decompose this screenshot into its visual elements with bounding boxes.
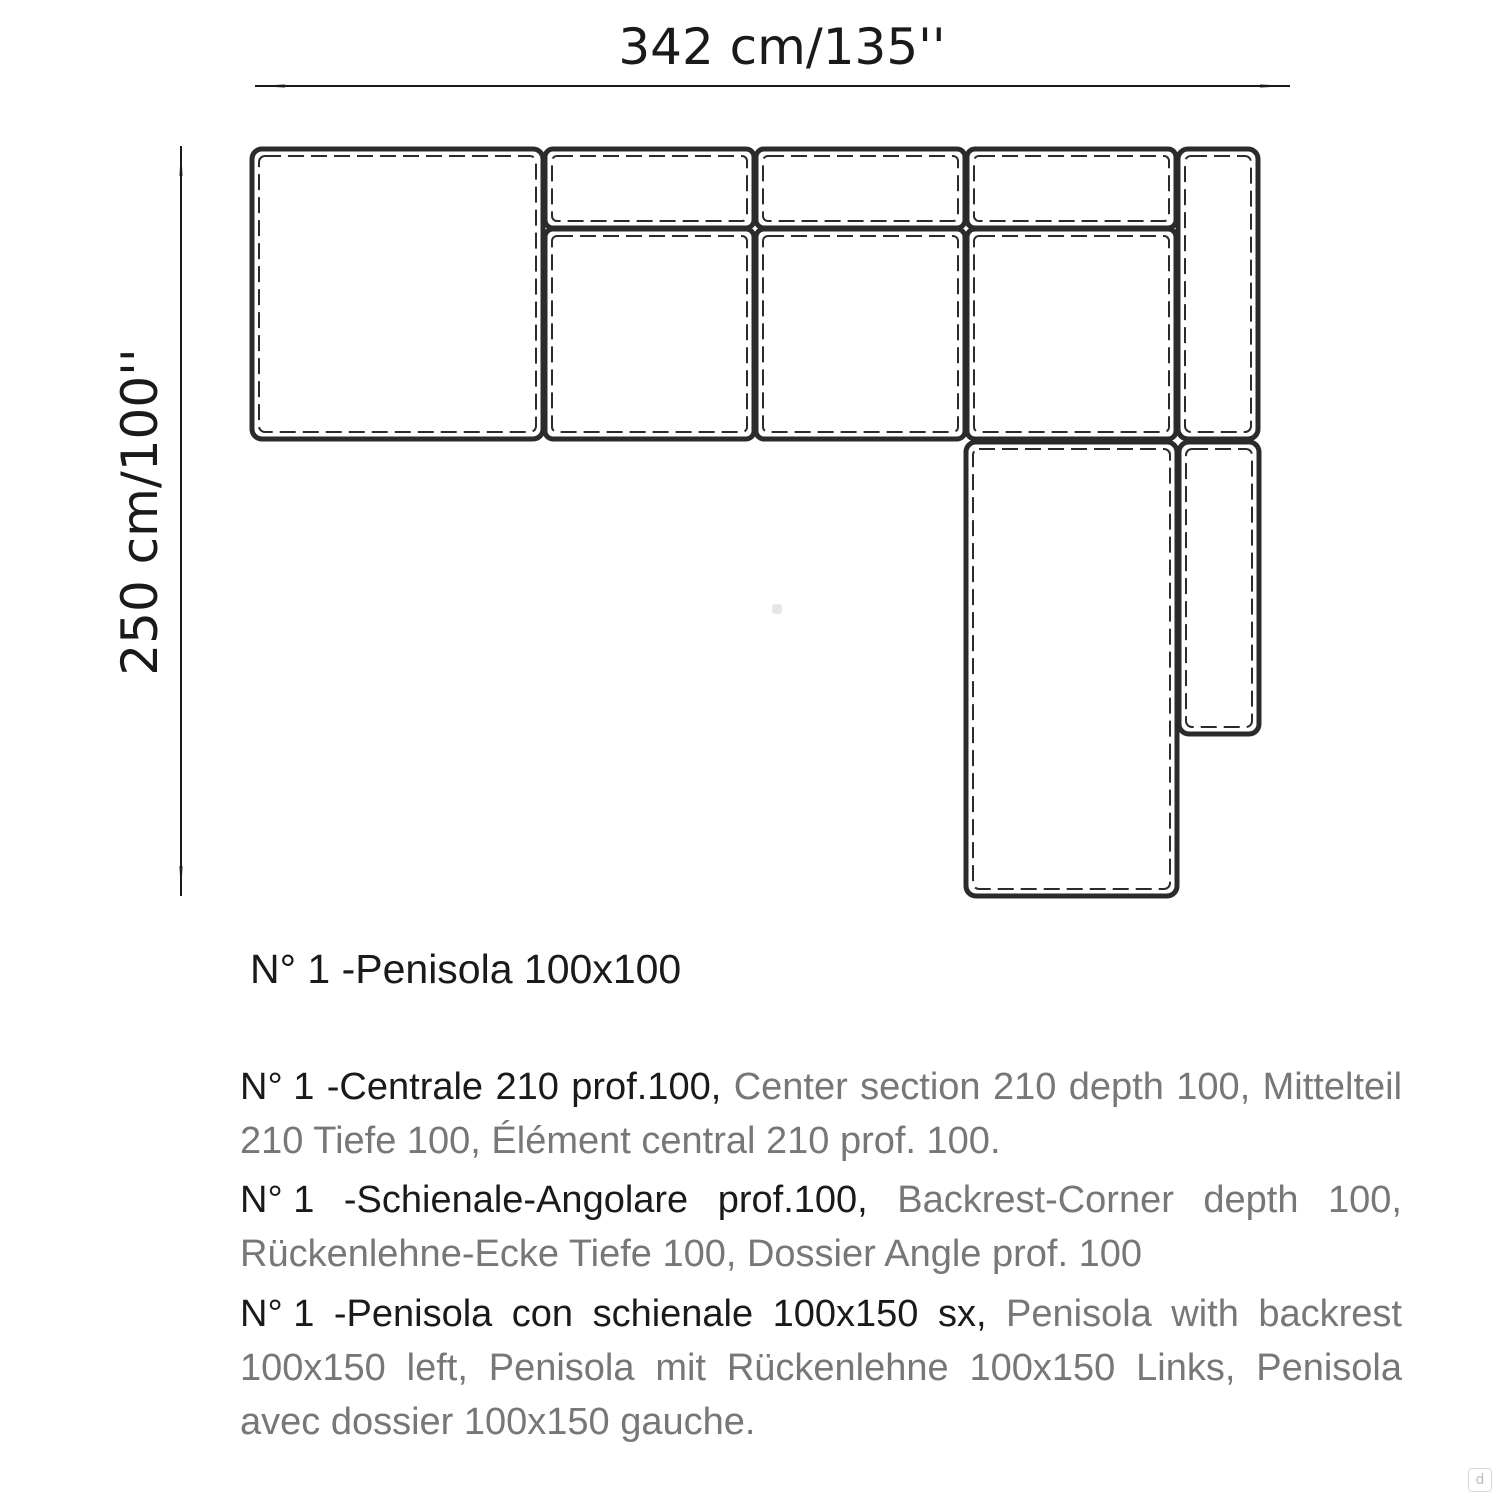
width-dimension [255, 18, 1290, 86]
legend-item-lead: -Schienale-Angolare prof.100, [343, 1179, 868, 1221]
legend-item-schienale-angolare [240, 1173, 1402, 1281]
backrest-segment [756, 149, 965, 228]
legend-item-lead: -Penisola con schienale 100x150 sx, [333, 1293, 987, 1335]
legend-item-lead: -Centrale 210 prof.100, [326, 1066, 722, 1108]
legend-item-penisola: N° 1 -Penisola 100x100 [250, 946, 682, 992]
seat-segment [756, 229, 965, 439]
backrest-corner-module [1178, 149, 1258, 439]
legend-item-count: N° 1 [240, 1179, 315, 1221]
legend-item-translations: Center section 210 depth 100, Mittelteil 210 Tiefe 100, Élément central 210 prof. 100. [240, 1066, 1403, 1162]
depth-dimension-label: 250 cm/100'' [111, 348, 169, 676]
logo-mark-icon: d [1468, 1468, 1492, 1492]
legend-item-centrale [240, 1060, 1402, 1168]
width-dimension-label: 342 cm/135'' [618, 18, 946, 76]
legend-item-count: N° 1 [240, 1293, 315, 1335]
seat-segment [545, 229, 754, 439]
legend-item-translations: Backrest-Corner depth 100, Rückenlehne-Ecke Tiefe 100, Dossier Angle prof. 100 [240, 1179, 1402, 1275]
module-penisola-100x100 [252, 149, 543, 439]
seat-segment [967, 229, 1176, 439]
legend-item-penisola-schienale [240, 1287, 1402, 1449]
dot-mark [772, 604, 782, 614]
backrest-segment [545, 149, 754, 228]
legend-item-translations: Penisola with backrest 100x150 left, Penisola mit Rückenlehne 100x150 Links, Penisola avec dossier 100x150 gauche. [240, 1293, 1402, 1443]
legend-item-count: N° 1 [240, 1066, 315, 1108]
backrest-segment [967, 149, 1176, 228]
depth-dimension [111, 146, 181, 896]
module-penisola-con-schienale [966, 442, 1259, 896]
